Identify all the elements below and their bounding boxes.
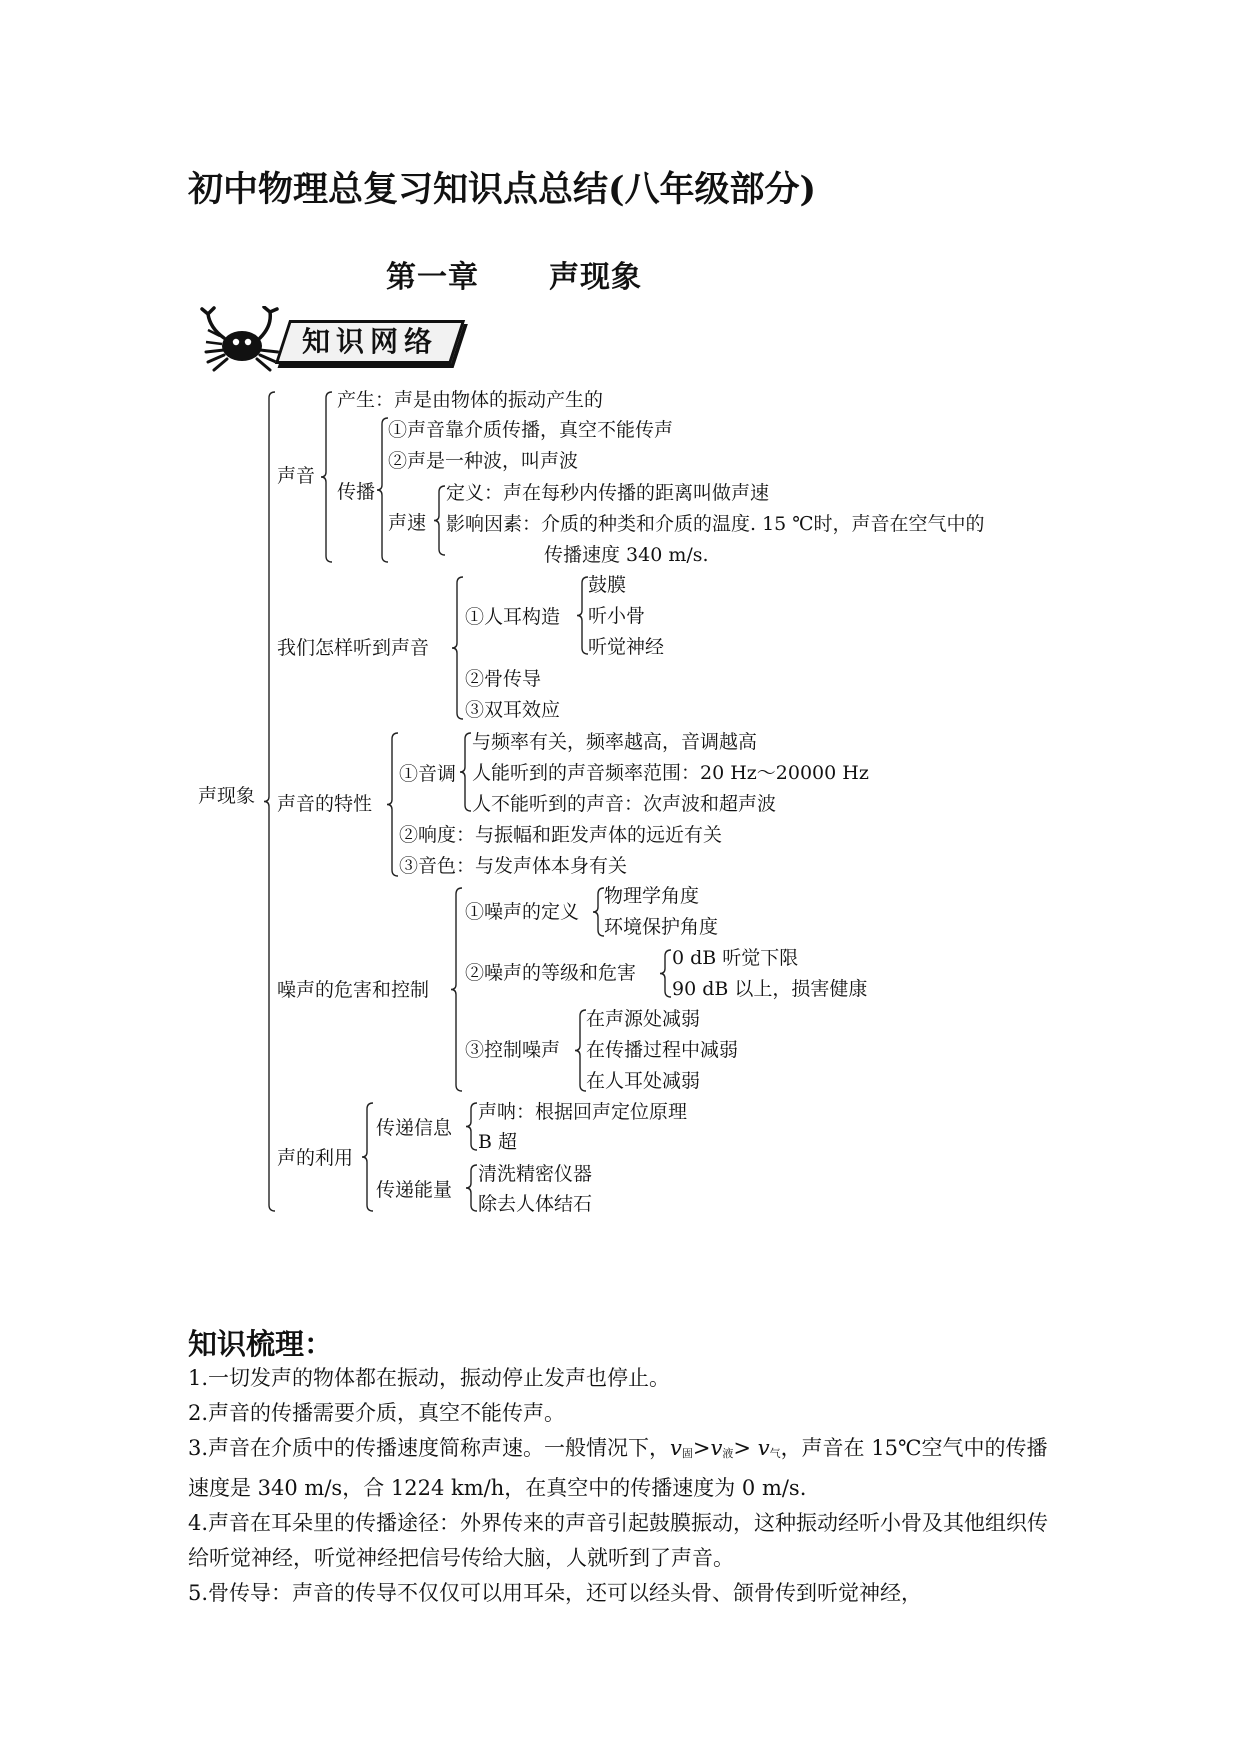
pitch-item-2: 人能听到的声音频率范围：20 Hz～20000 Hz: [472, 762, 869, 784]
pitch-item-3: 人不能听到的声音：次声波和超声波: [472, 793, 777, 815]
transmit-information: 传递信息: [376, 1117, 453, 1139]
point-1: 1.一切发声的物体都在振动，振动停止发声也停止。: [188, 1366, 671, 1390]
pitch-item-1: 与频率有关，频率越高，音调越高: [472, 731, 758, 753]
point-3: 3.声音在介质中的传播速度简称声速。一般情况下，v固>v液> v气，声音在 15℃空气中的传播速度是 340 m/s，合 1224 km/h，在真空中的传播速度为 0 m/s.: [188, 1436, 1048, 1500]
noise-definition: ①噪声的定义: [465, 901, 580, 923]
point-5: 5.骨传导：声音的传导不仅仅可以用耳朵，还可以经头骨、颌骨传到听觉神经，: [188, 1581, 923, 1605]
section-heading: 知识梳理：: [188, 1327, 334, 1361]
control-in-transmission: 在传播过程中减弱: [586, 1039, 739, 1061]
auditory-nerve: 听觉神经: [588, 636, 665, 658]
control-at-source: 在声源处减弱: [586, 1008, 701, 1030]
speed-factors: 影响因素：介质的种类和介质的温度. 15 ℃时，声音在空气中的: [446, 513, 985, 535]
banner-label: 知识网络: [301, 325, 438, 358]
speed-definition: 定义：声在每秒内传播的距离叫做声速: [446, 482, 770, 504]
bone-conduction: ②骨传导: [465, 668, 542, 690]
noise-level-0: 0 dB 听觉下限: [672, 947, 799, 969]
sound-propagation: 传播: [337, 481, 376, 503]
control-at-ear: 在人耳处减弱: [586, 1070, 701, 1092]
sound-origin: 产生：声是由物体的振动产生的: [337, 389, 604, 411]
noise-control: ③控制噪声: [465, 1039, 561, 1061]
root-node: 声现象: [198, 785, 256, 807]
sonar: 声呐：根据回声定位原理: [478, 1101, 688, 1123]
point-2: 2.声音的传播需要介质，真空不能传声。: [188, 1401, 566, 1425]
branch-noise: 噪声的危害和控制: [277, 979, 430, 1001]
clean-instruments: 清洗精密仪器: [478, 1163, 593, 1185]
uses-brace: [361, 1101, 377, 1213]
binaural-effect: ③双耳效应: [465, 699, 561, 721]
speed-factors-cont: 传播速度 340 m/s.: [544, 544, 709, 566]
loudness: ②响度：与振幅和距发声体的远近有关: [399, 824, 723, 846]
branch-hearing: 我们怎样听到声音: [277, 637, 430, 659]
propagation-item-2: ②声是一种波，叫声波: [388, 450, 579, 472]
noise-level-90: 90 dB 以上，损害健康: [672, 978, 868, 1000]
sound-brace: [320, 390, 336, 564]
noise-def-environment: 环境保护角度: [604, 916, 719, 938]
point-4: 4.声音在耳朵里的传播途径：外界传来的声音引起鼓膜振动，这种振动经听小骨及其他组织传给听觉神经，听觉神经把信号传给大脑，人就听到了声音。: [188, 1511, 1049, 1570]
transmit-energy: 传递能量: [376, 1179, 453, 1201]
remove-stones: 除去人体结石: [478, 1193, 593, 1215]
timbre: ③音色：与发声体本身有关: [399, 855, 628, 877]
chapter-number: 第一章: [386, 260, 479, 295]
ear-structure: ①人耳构造: [465, 606, 561, 628]
noise-def-physics: 物理学角度: [604, 885, 700, 907]
b-ultrasound: B 超: [478, 1131, 518, 1153]
branch-characteristics: 声音的特性: [277, 793, 373, 815]
propagation-item-1: ①声音靠介质传播，真空不能传声: [388, 419, 674, 441]
branch-uses: 声的利用: [277, 1147, 354, 1169]
noise-levels: ②噪声的等级和危害: [465, 962, 637, 984]
chapter-name: 声现象: [549, 260, 642, 295]
branch-sound: 声音: [277, 465, 316, 487]
ossicles: 听小骨: [588, 605, 646, 627]
ear-drum: 鼓膜: [588, 574, 627, 596]
noise-brace: [450, 886, 466, 1093]
knowledge-points: [188, 1361, 1068, 1611]
document-title: 初中物理总复习知识点总结(八年级部分): [188, 169, 817, 210]
pitch: ①音调: [399, 763, 457, 785]
sound-speed: 声速: [388, 512, 427, 534]
